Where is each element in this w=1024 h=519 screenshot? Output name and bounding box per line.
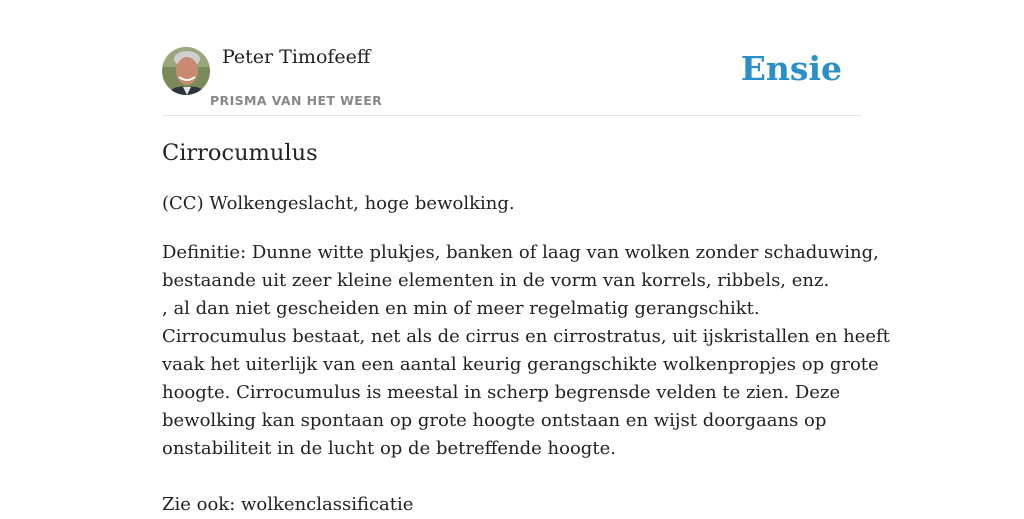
brand-logo[interactable]: Ensie — [740, 49, 842, 88]
author-avatar[interactable] — [162, 47, 210, 95]
entry-lead: (CC) Wolkengeslacht, hoge bewolking. — [162, 193, 515, 214]
body-line: bewolking kan spontaan op grote hoogte ontstaan en wijst doorgaans op — [162, 410, 827, 431]
body-line: onstabiliteit in de lucht op de betreffende hoogte. — [162, 438, 616, 459]
header — [162, 40, 862, 116]
entry-title: Cirrocumulus — [162, 140, 318, 166]
body-line: bestaande uit zeer kleine elementen in de vorm van korrels, ribbels, enz. — [162, 270, 830, 291]
body-line: Cirrocumulus bestaat, net als de cirrus en cirrostratus, uit ijskristallen en heeft — [162, 326, 890, 347]
see-also: Zie ook: wolkenclassificatie — [162, 494, 414, 515]
body-line: hoogte. Cirrocumulus is meestal in scherp begrensde velden te zien. Deze — [162, 382, 841, 403]
body-line: vaak het uiterlijk van een aantal keurig gerangschikte wolkenpropjes op grote — [162, 354, 879, 375]
publication-name[interactable]: PRISMA VAN HET WEER — [210, 93, 383, 108]
avatar-photo — [162, 47, 210, 95]
paragraph-gap — [162, 463, 862, 491]
body-line: Definitie: Dunne witte plukjes, banken of laag van wolken zonder schaduwing, — [162, 242, 879, 263]
body-line: , al dan niet gescheiden en min of meer regelmatig gerangschikt. — [162, 298, 760, 319]
entry-body — [162, 239, 890, 519]
author-name[interactable]: Peter Timofeeff — [222, 46, 371, 68]
